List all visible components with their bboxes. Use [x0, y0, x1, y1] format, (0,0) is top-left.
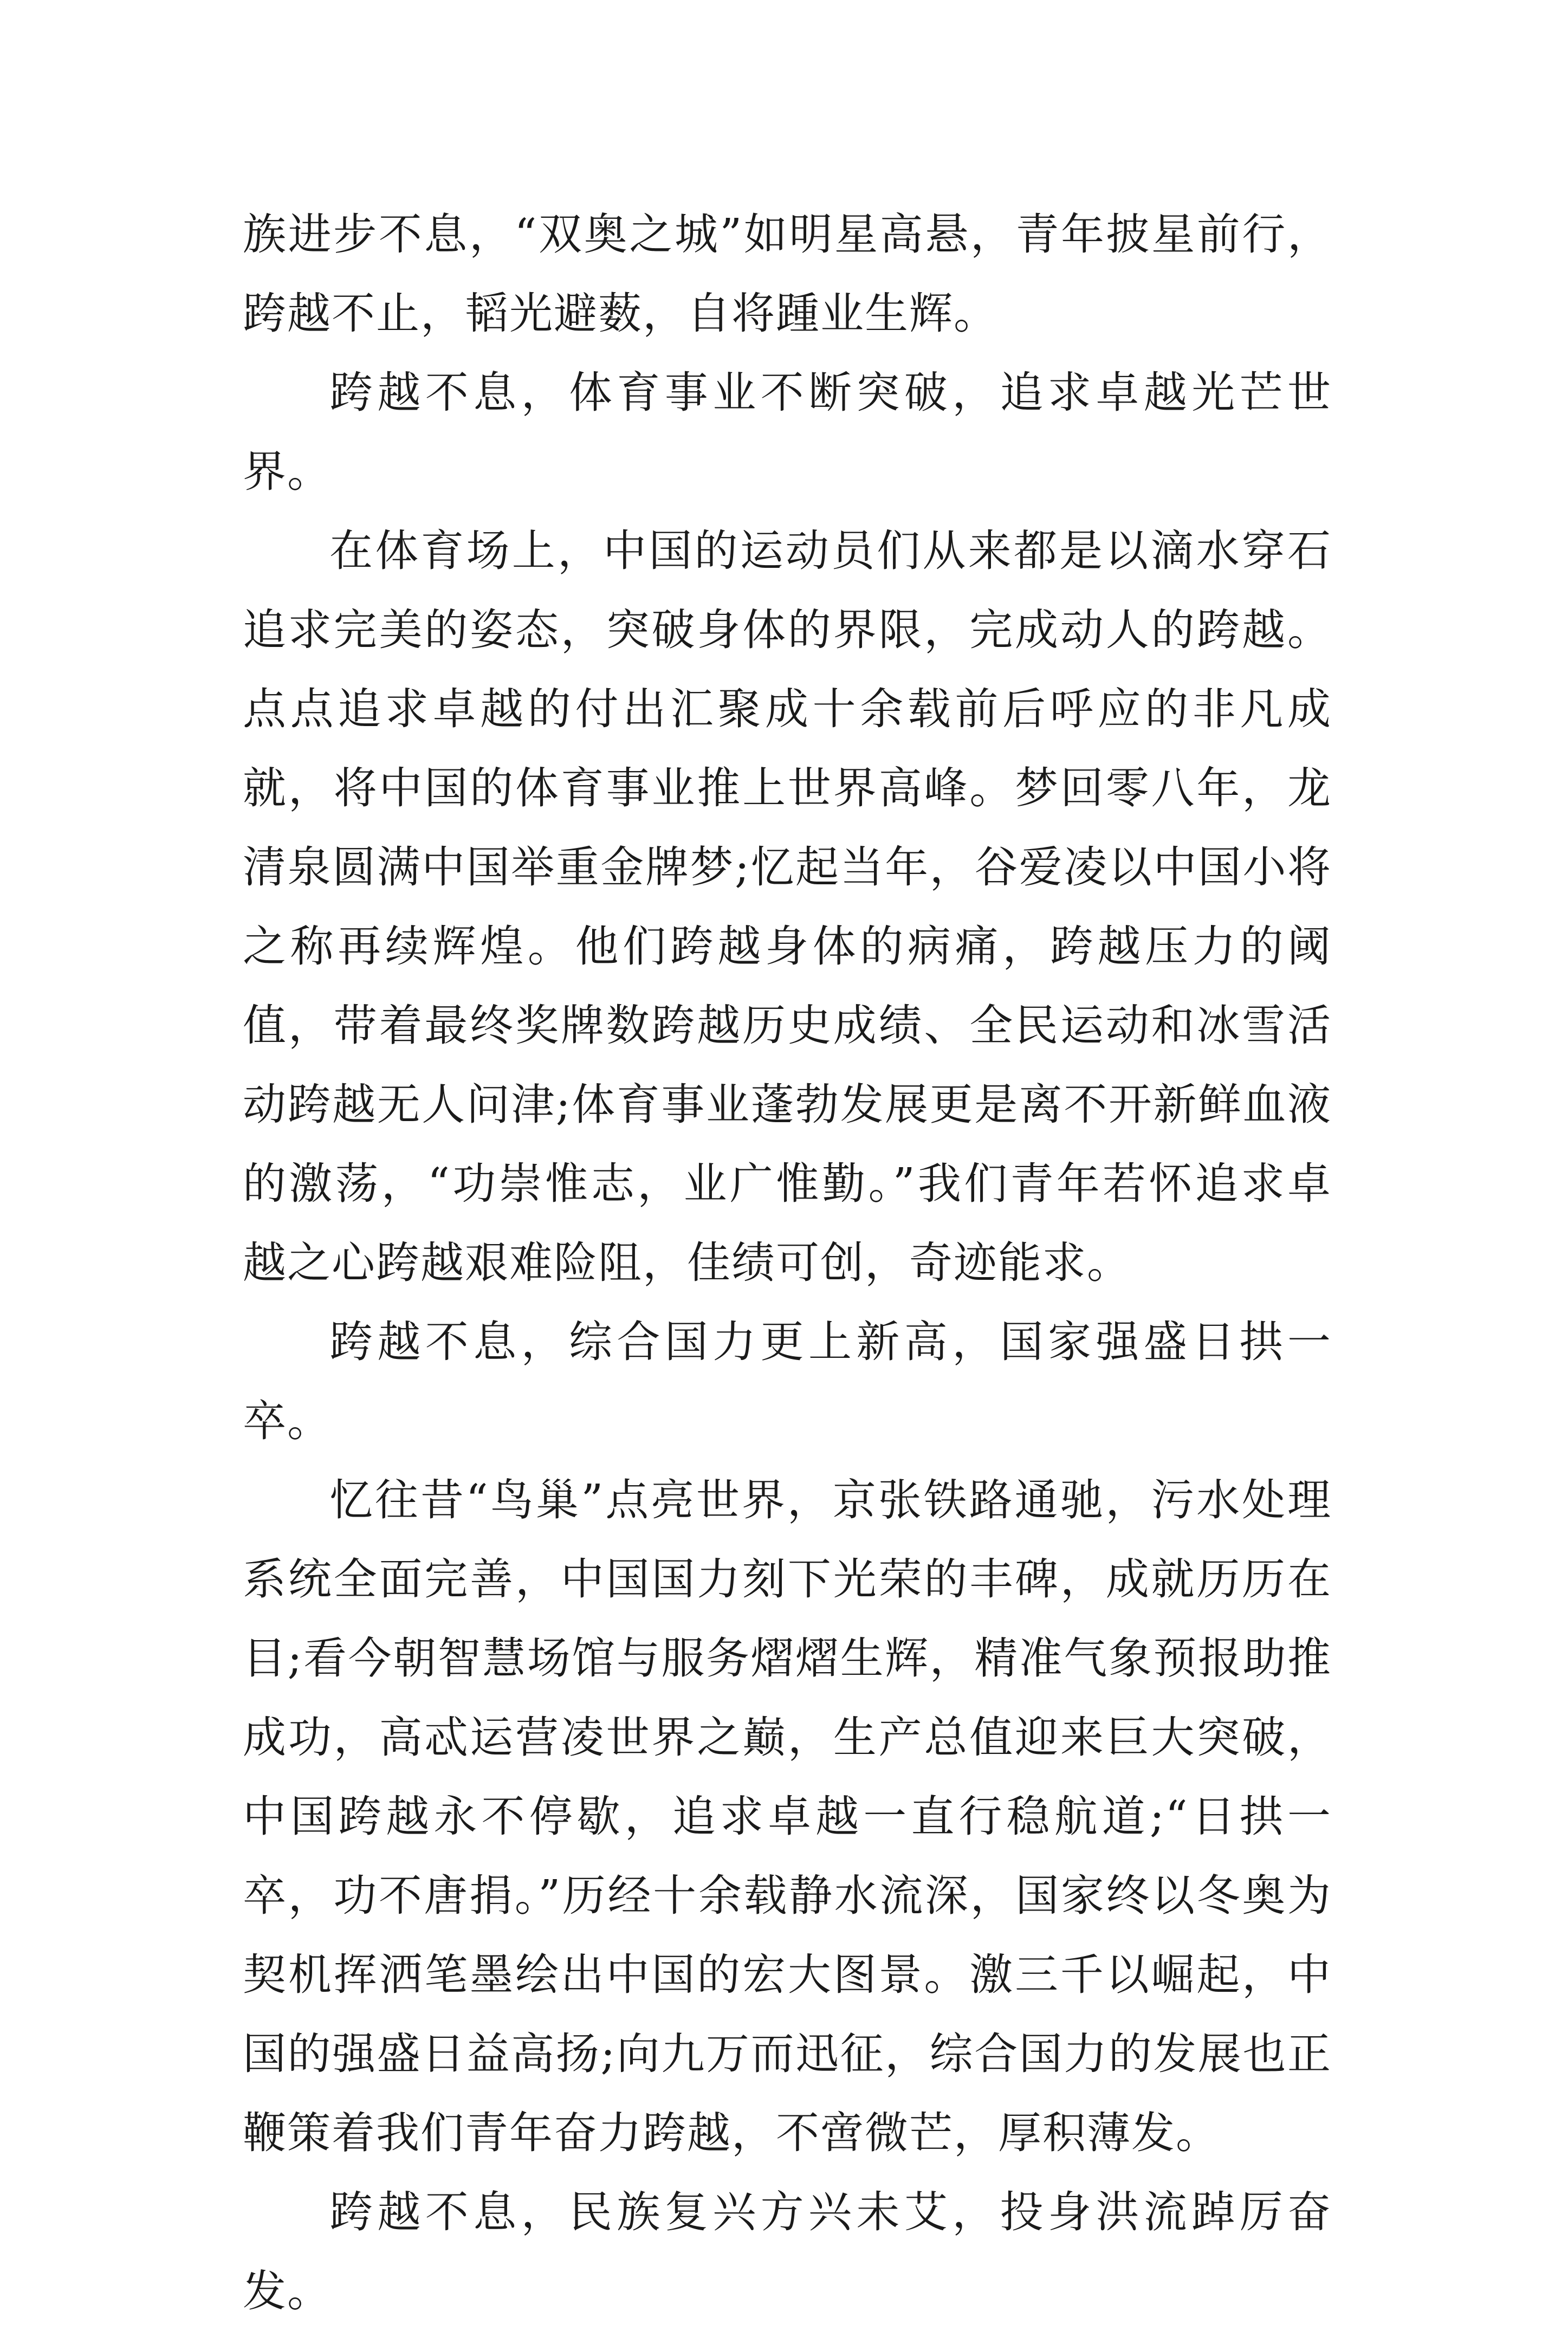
paragraph-continuation: 族进步不息，“双奥之城”如明星高悬，青年披星前行，跨越不止，韬光避薮，自将踵业生辉。 — [243, 209, 1332, 339]
document-body — [243, 195, 1332, 2331]
paragraph-sports-body: 在体育场上，中国的运动员们从来都是以滴水穿石追求完美的姿态，突破身体的界限，完成动人的跨越。点点追求卓越的付出汇聚成十余载前后呼应的非凡成就，将中国的体育事业推上世界高峰。梦回零八年，龙清泉圆满中国举重金牌梦;忆起当年，谷爱凌以中国小将之称再续辉煌。他们跨越身体的病痛，跨越压力的阈值，带着最终奖牌数跨越历史成绩、全民运动和冰雪活动跨越无人问津;体育事业蓬勃发展更是离不开新鲜血液的激荡，“功崇惟志，业广惟勤。”我们青年若怀追求卓越之心跨越艰难险阻，佳绩可创，奇迹能求。 — [243, 526, 1332, 1288]
paragraph-sports-heading: 跨越不息，体育事业不断突破，追求卓越光芒世界。 — [243, 367, 1332, 497]
paragraph-national-rejuvenation-heading: 跨越不息，民族复兴方兴未艾，投身洪流踔厉奋发。 — [243, 2187, 1332, 2316]
paragraph-national-strength-body: 忆往昔“鸟巢”点亮世界，京张铁路通驰，污水处理系统全面完善，中国国力刻下光荣的丰碑，成就历历在目;看今朝智慧场馆与服务熠熠生辉，精准气象预报助推成功，高忒运营凌世界之巅，生产总值迎来巨大突破，中国跨越永不停歇，追求卓越一直行稳航道;“日拱一卒，功不唐捐。”历经十余载静水流深，国家终以冬奥为契机挥洒笔墨绘出中国的宏大图景。激三千以崛起，中国的强盛日益高扬;向九万而迅征，综合国力的发展也正鞭策着我们青年奋力跨越，不啻微芒，厚积薄发。 — [243, 1475, 1332, 2158]
paragraph-national-strength-heading: 跨越不息，综合国力更上新高，国家强盛日拱一卒。 — [243, 1317, 1332, 1446]
